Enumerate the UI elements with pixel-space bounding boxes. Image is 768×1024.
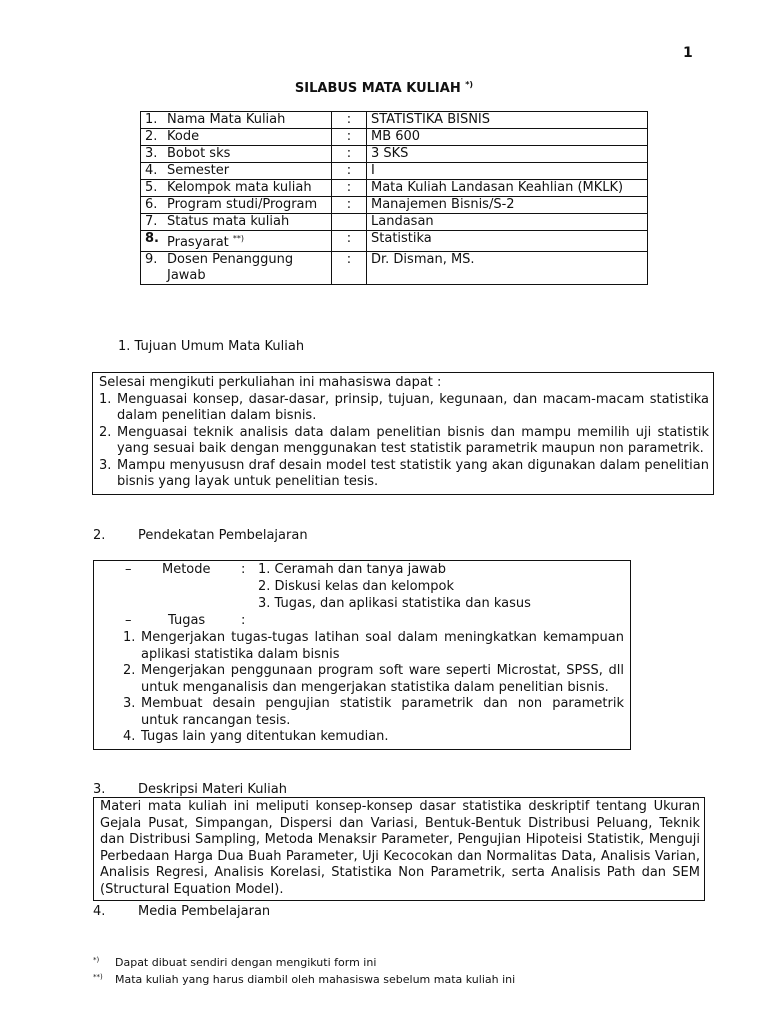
info-num: 9. xyxy=(145,252,158,267)
section4-title: Media Pembelajaran xyxy=(138,904,271,919)
section3-heading xyxy=(93,782,287,797)
section2-heading xyxy=(93,528,308,543)
info-value: Landasan xyxy=(367,214,648,231)
section2-number: 2. xyxy=(93,528,106,543)
info-label xyxy=(167,180,322,196)
info-label xyxy=(167,252,322,284)
info-label-cell xyxy=(141,180,332,197)
course-info-table xyxy=(140,111,648,285)
info-label-cell xyxy=(141,129,332,146)
info-num: 4. xyxy=(145,163,158,178)
list-number: 1. xyxy=(99,391,112,407)
info-value: Mata Kuliah Landasan Keahlian (MKLK) xyxy=(367,180,648,197)
info-colon: : xyxy=(332,129,367,146)
list-item xyxy=(99,392,709,425)
tugas-list xyxy=(101,630,624,746)
info-value: STATISTIKA BISNIS xyxy=(367,112,648,129)
list-text: Menguasai konsep, dasar-dasar, prinsip, tujuan, kegunaan, dan macam-macam statistika dalam penelitian dalam bisnis. xyxy=(117,391,709,423)
footnote xyxy=(93,970,515,987)
info-label-text: Kode xyxy=(167,129,200,144)
footnote-mark: **) xyxy=(232,234,245,243)
list-number: 2. xyxy=(123,663,136,678)
info-row xyxy=(141,129,648,146)
info-label-text: Semester xyxy=(167,163,230,178)
list-item xyxy=(99,458,709,491)
tugas-colon: : xyxy=(241,613,246,628)
tugas-label: Tugas xyxy=(168,613,206,628)
list-item xyxy=(123,663,624,696)
info-row xyxy=(141,146,648,163)
info-value: 3 SKS xyxy=(367,146,648,163)
metode-item: 3. Tugas, dan aplikasi statistika dan kasus xyxy=(258,596,531,611)
page-number: 1 xyxy=(683,45,693,61)
info-colon: : xyxy=(332,146,367,163)
info-colon xyxy=(332,214,367,231)
section2-box xyxy=(93,560,631,750)
section1-list xyxy=(99,392,709,491)
info-value: MB 600 xyxy=(367,129,648,146)
info-label xyxy=(167,197,322,213)
info-num: 6. xyxy=(145,197,158,212)
info-value: Statistika xyxy=(367,231,648,252)
section3-text: Materi mata kuliah ini meliputi konsep-konsep dasar statistika deskriptif tentang Ukuran Gejala Pusat, Simpangan, Dispersi dan Variasi, Bentuk-Bentuk Distribusi Peluang, Teknik dan Distribusi Sampling, Metoda Menaksir Parameter, Pengujian Hipoteisi Statistik, Menguji Perbedaan Harga Dua Buah Parameter, Uji Kecocokan dan Normalitas Data, Analisis Varian, Analisis Regresi, Analisis Korelasi, Statistika Non Parametrik, serta Analisis Path dan SEM (Structural Equation Model). xyxy=(100,799,700,897)
section3-title: Deskripsi Materi Kuliah xyxy=(138,782,287,797)
footnote-text: Dapat dibuat sendiri dengan mengikuti form ini xyxy=(115,956,377,969)
footnote-mark: *) xyxy=(93,956,100,964)
list-text: Membuat desain pengujian statistik parametrik dan non parametrik untuk rancangan tesis. xyxy=(141,696,624,728)
info-row xyxy=(141,252,648,285)
page-title xyxy=(0,80,768,96)
info-row xyxy=(141,231,648,252)
info-num: 7. xyxy=(145,214,158,229)
info-label xyxy=(167,163,322,179)
metode-colon: : xyxy=(241,562,246,577)
info-label-cell xyxy=(141,231,332,252)
info-label-text: Status mata kuliah xyxy=(167,214,290,229)
list-number: 2. xyxy=(99,424,112,440)
info-label-cell xyxy=(141,197,332,214)
info-colon: : xyxy=(332,231,367,252)
info-num: 3. xyxy=(145,146,158,161)
info-label-cell xyxy=(141,163,332,180)
info-label xyxy=(167,146,322,162)
title-footnote-mark: *) xyxy=(465,80,474,89)
info-label-cell xyxy=(141,252,332,285)
info-label xyxy=(167,129,322,145)
info-label xyxy=(167,214,322,230)
info-colon: : xyxy=(332,252,367,285)
section4-heading xyxy=(93,904,271,919)
list-item xyxy=(123,630,624,663)
metode-item: 2. Diskusi kelas dan kelompok xyxy=(258,579,454,594)
info-label-text: Nama Mata Kuliah xyxy=(167,112,286,127)
list-number: 3. xyxy=(123,696,136,711)
info-label xyxy=(167,231,322,251)
section4-number: 4. xyxy=(93,904,106,919)
section3-box xyxy=(93,797,705,901)
list-number: 3. xyxy=(99,457,112,473)
list-text: Tugas lain yang ditentukan kemudian. xyxy=(141,729,389,744)
info-row xyxy=(141,197,648,214)
info-colon: : xyxy=(332,112,367,129)
info-label-text: Prasyarat xyxy=(167,235,229,250)
footnotes xyxy=(93,953,515,987)
info-value: Dr. Disman, MS. xyxy=(367,252,648,285)
info-num: 8. xyxy=(145,231,159,246)
info-label-text: Program studi/Program xyxy=(167,197,318,212)
metode-label: Metode xyxy=(162,562,211,577)
metode-dash: – xyxy=(125,562,132,577)
title-text: SILABUS MATA KULIAH xyxy=(294,81,461,96)
info-label-text: Kelompok mata kuliah xyxy=(167,180,312,195)
list-text: Menguasai teknik analisis data dalam penelitian bisnis dan mampu memilih uji statistik yang sesuai baik dengan menggunakan test statistik parametrik maupun non parametrik. xyxy=(117,424,709,456)
section2-title: Pendekatan Pembelajaran xyxy=(138,528,308,543)
section1-heading: 1. Tujuan Umum Mata Kuliah xyxy=(118,339,305,354)
footnote-mark: **) xyxy=(93,973,103,981)
info-label xyxy=(167,112,322,128)
info-num: 1. xyxy=(145,112,158,127)
info-colon: : xyxy=(332,163,367,180)
list-text: Mengerjakan penggunaan program soft ware seperti Microstat, SPSS, dll untuk menganalisis dan mengerjakan statistika dalam penelitian bisnis. xyxy=(141,663,624,695)
footnote xyxy=(93,953,515,970)
info-value: Manajemen Bisnis/S-2 xyxy=(367,197,648,214)
info-row xyxy=(141,180,648,197)
section1-intro: Selesai mengikuti perkuliahan ini mahasiswa dapat : xyxy=(99,375,442,390)
tugas-dash: – xyxy=(125,613,132,628)
info-value: I xyxy=(367,163,648,180)
section3-number: 3. xyxy=(93,782,106,797)
info-label-text: Bobot sks xyxy=(167,146,231,161)
info-label-cell xyxy=(141,112,332,129)
list-item xyxy=(99,425,709,458)
list-number: 4. xyxy=(123,729,136,744)
info-colon: : xyxy=(332,197,367,214)
footnote-text: Mata kuliah yang harus diambil oleh mahasiswa sebelum mata kuliah ini xyxy=(115,973,516,986)
info-colon: : xyxy=(332,180,367,197)
info-row xyxy=(141,112,648,129)
metode-block xyxy=(101,562,624,630)
list-item xyxy=(123,696,624,729)
info-label-cell xyxy=(141,214,332,231)
info-label-text: Dosen Penanggung Jawab xyxy=(167,252,294,283)
info-label-cell xyxy=(141,146,332,163)
list-text: Mengerjakan tugas-tugas latihan soal dalam meningkatkan kemampuan aplikasi statistika dalam bisnis xyxy=(141,630,624,662)
metode-item: 1. Ceramah dan tanya jawab xyxy=(258,562,447,577)
section1-box xyxy=(92,372,714,495)
list-item xyxy=(123,729,624,746)
info-row xyxy=(141,163,648,180)
list-number: 1. xyxy=(123,630,136,645)
info-num: 5. xyxy=(145,180,158,195)
info-num: 2. xyxy=(145,129,158,144)
list-text: Mampu menyususn draf desain model test statistik yang akan digunakan dalam penelitian bisnis yang layak untuk penelitian tesis. xyxy=(117,457,709,489)
info-row xyxy=(141,214,648,231)
